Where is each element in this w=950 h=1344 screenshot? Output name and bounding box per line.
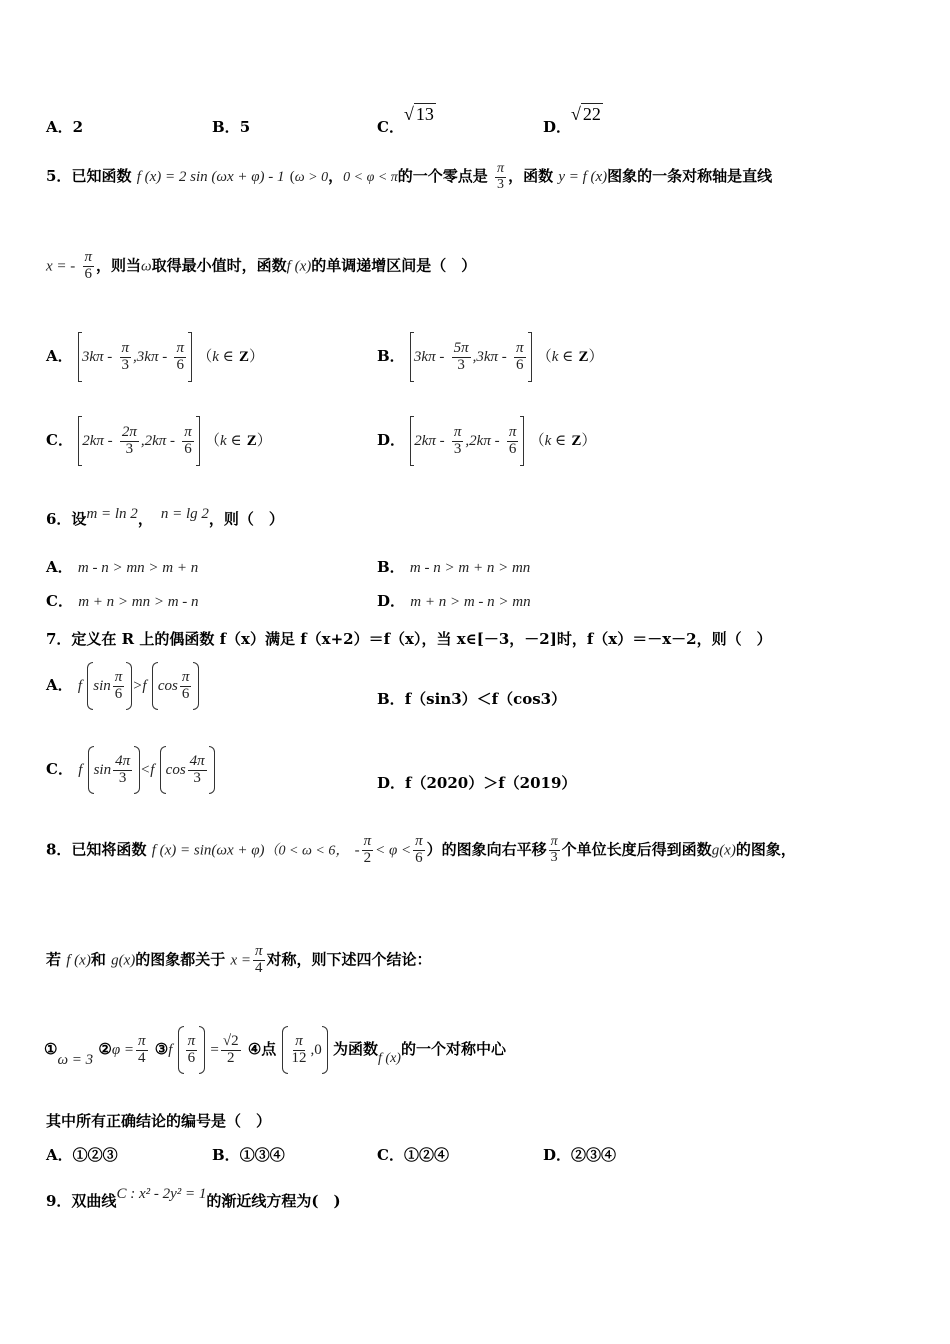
option-label: B． <box>377 558 405 576</box>
numerator: π <box>121 339 130 356</box>
denominator: 3 <box>497 176 505 192</box>
numerator: π <box>453 423 462 440</box>
integers-symbol: Z <box>571 433 582 449</box>
stem-text: 为函数 <box>333 1040 379 1058</box>
stem-text: 的渐近线方程为( ) <box>206 1192 341 1210</box>
integers-symbol: Z <box>246 433 257 449</box>
option-label: A． <box>46 558 73 576</box>
numerator: 4π <box>189 752 205 769</box>
m-def: m = ln 2 <box>86 506 138 522</box>
paren-right <box>193 662 199 710</box>
q5-option-a[interactable]: A． 3kπ - $\frac{\pi}{3}$ ,3kπ - $\frac{\pi}{6}$ （k ∈ Z） <box>46 332 264 382</box>
fraction <box>120 341 132 374</box>
q6-option-b[interactable] <box>377 556 530 577</box>
question-number: 5． <box>46 167 72 186</box>
stem-text: 已知函数 <box>71 167 132 186</box>
interval-left: 2kπ - <box>414 433 445 449</box>
q8-ask: 其中所有正确结论的编号是（ ） <box>46 1112 272 1130</box>
sqrt-13: √ 13 <box>403 104 434 124</box>
option-label: A． <box>46 118 73 136</box>
numerator: π <box>497 161 505 176</box>
numerator: √2 <box>222 1032 239 1049</box>
stem-text: 的单调递增区间是（ ） <box>311 256 477 275</box>
numerator: π <box>550 834 558 850</box>
fraction <box>186 1034 198 1067</box>
equals: = <box>210 1042 219 1058</box>
g-expr: g(x) <box>111 952 136 969</box>
condition: ω > 0 <box>294 170 329 186</box>
option-value: 2 <box>72 118 84 136</box>
option-value: 5 <box>239 118 251 136</box>
option-expr: f（sin3）＜f（cos3） <box>404 690 567 708</box>
sqrt-22: √ 22 <box>571 104 601 124</box>
denominator: 2 <box>363 849 372 866</box>
denominator: 6 <box>181 685 190 702</box>
stem-text: 的一个对称中心 <box>400 1040 506 1058</box>
fraction <box>452 425 464 458</box>
question-number: 8．已知将函数 <box>46 840 147 859</box>
function-expr: f (x) = sin(ωx + φ) <box>151 842 265 859</box>
interval-left: 3kπ - <box>81 349 113 365</box>
numerator: π <box>181 668 190 685</box>
stem-text: 个单位长度后得到函数 <box>561 840 712 859</box>
paren-left <box>282 1026 288 1074</box>
interval-left: 2kπ - <box>82 433 113 449</box>
option-expr: f（2020）＞f（2019） <box>405 774 577 792</box>
option-label: B． <box>212 1146 240 1164</box>
paren: ( <box>289 169 295 186</box>
paren-right <box>199 1026 205 1074</box>
option-label: A． <box>46 1146 73 1164</box>
integers-symbol: Z <box>238 349 249 365</box>
fraction <box>514 341 526 374</box>
minus: - <box>354 842 360 859</box>
interval-right: ,3kπ - <box>133 349 168 365</box>
omega: ω <box>141 258 152 275</box>
conclusion-3-marker: ③ <box>154 1040 169 1058</box>
denominator: 3 <box>121 356 130 373</box>
n-def: n = lg 2 <box>160 506 209 522</box>
stem-text: 的图象都关于 <box>135 950 226 969</box>
q7-option-d[interactable] <box>377 772 576 793</box>
q5-option-d[interactable]: D． 2kπ - $\frac{\pi}{3}$ ,2kπ - $\frac{\pi}{6}$ （k ∈ Z） <box>377 416 596 466</box>
stem-text: ，函数 <box>508 167 554 186</box>
numerator: 5π <box>453 339 469 356</box>
denominator: 12 <box>291 1049 307 1066</box>
q7-stem: 7．定义在 R 上的偶函数 f（x）满足 f（x+2）＝f（x），当 x∈[－3，－2]时，f（x）＝－x－2，则（ ） <box>46 630 772 648</box>
denominator: 6 <box>516 356 524 373</box>
option-label: B． <box>377 690 405 708</box>
function-expr: y = f (x) <box>558 169 608 186</box>
function-expr: f (x) <box>286 258 312 275</box>
stem-text: 的一个零点是 <box>397 167 488 186</box>
denominator: 6 <box>114 685 123 702</box>
stem-text: 取得最小值时，函数 <box>151 256 287 275</box>
hyperbola-expr: C : x² - 2y² = 1 <box>116 1186 207 1202</box>
stem-text: 和 <box>90 950 106 969</box>
radicand: 13 <box>415 104 434 124</box>
k-in: k ∈ <box>220 433 242 449</box>
option-label: B． <box>212 118 240 136</box>
cos: cos <box>165 762 186 778</box>
q5-option-b[interactable]: B． 3kπ - $\frac{5\pi}{3}$ ,3kπ - $\frac{\pi}{6}$ （k ∈ Z） <box>377 332 604 382</box>
fraction <box>452 341 471 374</box>
option-label: D． <box>377 592 406 610</box>
denominator: 6 <box>415 849 423 866</box>
option-label: C． <box>46 431 73 449</box>
g-expr: g(x) <box>711 842 736 859</box>
option-value: ①②③ <box>72 1146 118 1164</box>
stem-text: 对称，则下述四个结论： <box>266 950 432 969</box>
q8-option-a[interactable] <box>46 1144 118 1165</box>
option-label: D． <box>543 1146 572 1164</box>
bracket-right <box>188 332 192 382</box>
option-expr: m + n > mn > m - n <box>78 594 199 610</box>
conclusion-1-marker: ① <box>44 1040 58 1058</box>
stem-text: ）的图象向右平移 <box>426 840 547 859</box>
interval-right: ,2kπ - <box>465 433 500 449</box>
numerator: π <box>363 833 372 849</box>
paren-right <box>209 746 215 794</box>
fraction <box>221 1034 241 1067</box>
numerator: 4π <box>115 752 131 769</box>
q5-stem-line1: 5．已知函数 f (x) = 2 sin (ωx + φ) - 1 (ω > 0，0 < φ < π的一个零点是 $\frac{\pi}{3}$ ，函数 y = f (x)图象的一条对称轴是直线 <box>46 161 773 192</box>
q8-option-c[interactable] <box>377 1144 449 1165</box>
denominator: 3 <box>125 440 134 457</box>
interval-right: ,2kπ - <box>140 433 176 449</box>
option-value: ②③④ <box>571 1146 617 1164</box>
option-expr: m - n > mn > m + n <box>77 560 199 576</box>
q4-option-d[interactable] <box>543 104 603 136</box>
conclusion-4-marker: ④点 <box>247 1040 277 1058</box>
q8-conclusions <box>44 1026 506 1074</box>
denominator: 6 <box>184 440 192 457</box>
numerator: π <box>508 423 517 440</box>
option-expr: m - n > m + n > mn <box>409 560 531 576</box>
option-label: B． <box>377 347 405 365</box>
denominator: 3 <box>193 769 201 786</box>
q7-option-b[interactable] <box>377 688 566 709</box>
comparison: >f <box>132 678 147 694</box>
option-label: C． <box>46 760 73 778</box>
q8-option-b[interactable] <box>212 1144 285 1165</box>
fraction <box>136 1034 148 1067</box>
stem-text: 图象的一条对称轴是直线 <box>607 167 773 186</box>
option-value: ①②④ <box>403 1146 449 1164</box>
option-label: A． <box>46 347 73 365</box>
condition: （0 < ω < 6， <box>264 843 350 859</box>
stem-text: ，则当 <box>96 256 142 275</box>
denominator: 6 <box>84 265 93 282</box>
q4-option-a[interactable] <box>46 116 83 137</box>
option-label: D． <box>543 118 572 136</box>
integers-symbol: Z <box>578 349 589 365</box>
numerator: π <box>255 943 263 959</box>
interval-left: 3kπ - <box>413 349 445 365</box>
denominator: 6 <box>176 356 184 373</box>
q8-stem-line2 <box>46 944 432 977</box>
fraction <box>113 754 132 787</box>
q5-option-c[interactable]: C． 2kπ - $\frac{2\pi}{3}$ ,2kπ - $\frac{\pi}{6}$ （k ∈ Z） <box>46 416 272 466</box>
option-value: ①③④ <box>239 1146 285 1164</box>
denominator: 6 <box>187 1049 196 1066</box>
denominator: 3 <box>118 769 127 786</box>
fraction <box>413 834 425 867</box>
q8-stem-line1 <box>46 834 796 867</box>
fraction <box>549 835 560 865</box>
stem-text: ，则（ ） <box>208 510 284 528</box>
numerator: π <box>187 1032 196 1049</box>
option-expr: m + n > m - n > mn <box>410 594 531 610</box>
q9-stem <box>46 1186 341 1211</box>
interval-right: ,3kπ - <box>472 349 507 365</box>
conclusion-2: φ = <box>111 1042 135 1058</box>
numerator: π <box>516 339 524 356</box>
fraction <box>290 1034 309 1067</box>
q6-option-a[interactable] <box>46 556 198 577</box>
option-label: C． <box>46 592 73 610</box>
denominator: 4 <box>255 959 263 976</box>
denominator: 3 <box>550 849 558 865</box>
numerator: π <box>138 1032 146 1049</box>
fraction <box>253 944 265 977</box>
denominator: 6 <box>508 440 517 457</box>
bracket-right <box>520 416 524 466</box>
k-in: k ∈ <box>212 349 234 365</box>
numerator: π <box>176 339 184 356</box>
fraction <box>174 341 186 374</box>
cos: cos <box>157 678 178 694</box>
q4-option-b[interactable] <box>212 116 250 137</box>
question-number: 6．设 <box>46 510 87 528</box>
fraction <box>362 834 374 867</box>
condition: 0 < φ < π <box>343 170 398 186</box>
numerator: π <box>84 249 93 265</box>
numerator: π <box>114 668 123 685</box>
option-label: C． <box>377 118 404 136</box>
bracket-right <box>528 332 532 382</box>
option-label: C． <box>377 1146 404 1164</box>
f-symbol: f <box>77 678 83 694</box>
point-y: ,0 <box>310 1042 322 1058</box>
numerator: π <box>295 1032 303 1049</box>
stem-text: 的图象， <box>735 840 796 859</box>
fraction <box>507 425 519 458</box>
denominator: 3 <box>453 440 462 457</box>
function-expr: f (x) <box>66 952 91 969</box>
fraction <box>120 425 139 458</box>
denominator: 4 <box>138 1049 146 1066</box>
sin: sin <box>93 762 112 778</box>
stem-text: 若 <box>46 950 62 969</box>
fraction <box>188 754 207 787</box>
q6-option-c[interactable] <box>46 590 199 611</box>
axis-expr: x = <box>230 952 252 969</box>
conclusion-1: ω = 3 <box>57 1052 94 1068</box>
q5-stem-line2 <box>46 250 476 283</box>
numerator: 2π <box>121 423 137 440</box>
denominator: 2 <box>226 1049 235 1066</box>
comparison: <f <box>140 762 155 778</box>
q7-option-a[interactable] <box>46 662 199 710</box>
denominator: 3 <box>457 356 465 373</box>
fraction <box>83 250 95 283</box>
f-symbol: f <box>78 762 83 778</box>
function-expr: f (x) <box>378 1051 401 1066</box>
k-in: k ∈ <box>551 349 574 365</box>
option-label: D． <box>377 774 406 792</box>
numerator: π <box>184 423 192 440</box>
q7-option-c[interactable] <box>46 746 215 794</box>
q4-option-c[interactable] <box>377 104 436 136</box>
sin: sin <box>93 678 111 694</box>
radicand: 22 <box>582 104 601 124</box>
inequality: < φ < <box>375 842 412 859</box>
fraction <box>113 670 125 703</box>
paren-left <box>178 1026 184 1074</box>
conclusion-2-marker: ② <box>98 1040 112 1058</box>
function-expr: f (x) = 2 sin (ωx + φ) - 1 <box>136 169 285 186</box>
q6-stem: 6．设m = ln 2， n = lg 2，则（ ） <box>46 506 284 528</box>
f-symbol: f <box>168 1042 173 1058</box>
option-label: A． <box>46 676 73 694</box>
numerator: π <box>415 833 423 849</box>
axis-expr: x = - <box>46 258 76 275</box>
k-in: k ∈ <box>544 433 567 449</box>
fraction <box>182 425 194 458</box>
fraction <box>495 162 506 192</box>
q8-option-d[interactable] <box>543 1144 616 1165</box>
bracket-right <box>196 416 200 466</box>
paren-right <box>322 1026 328 1074</box>
question-number: 9．双曲线 <box>46 1192 117 1210</box>
fraction <box>180 670 192 703</box>
q6-option-d[interactable] <box>377 590 531 611</box>
option-label: D． <box>377 431 406 449</box>
